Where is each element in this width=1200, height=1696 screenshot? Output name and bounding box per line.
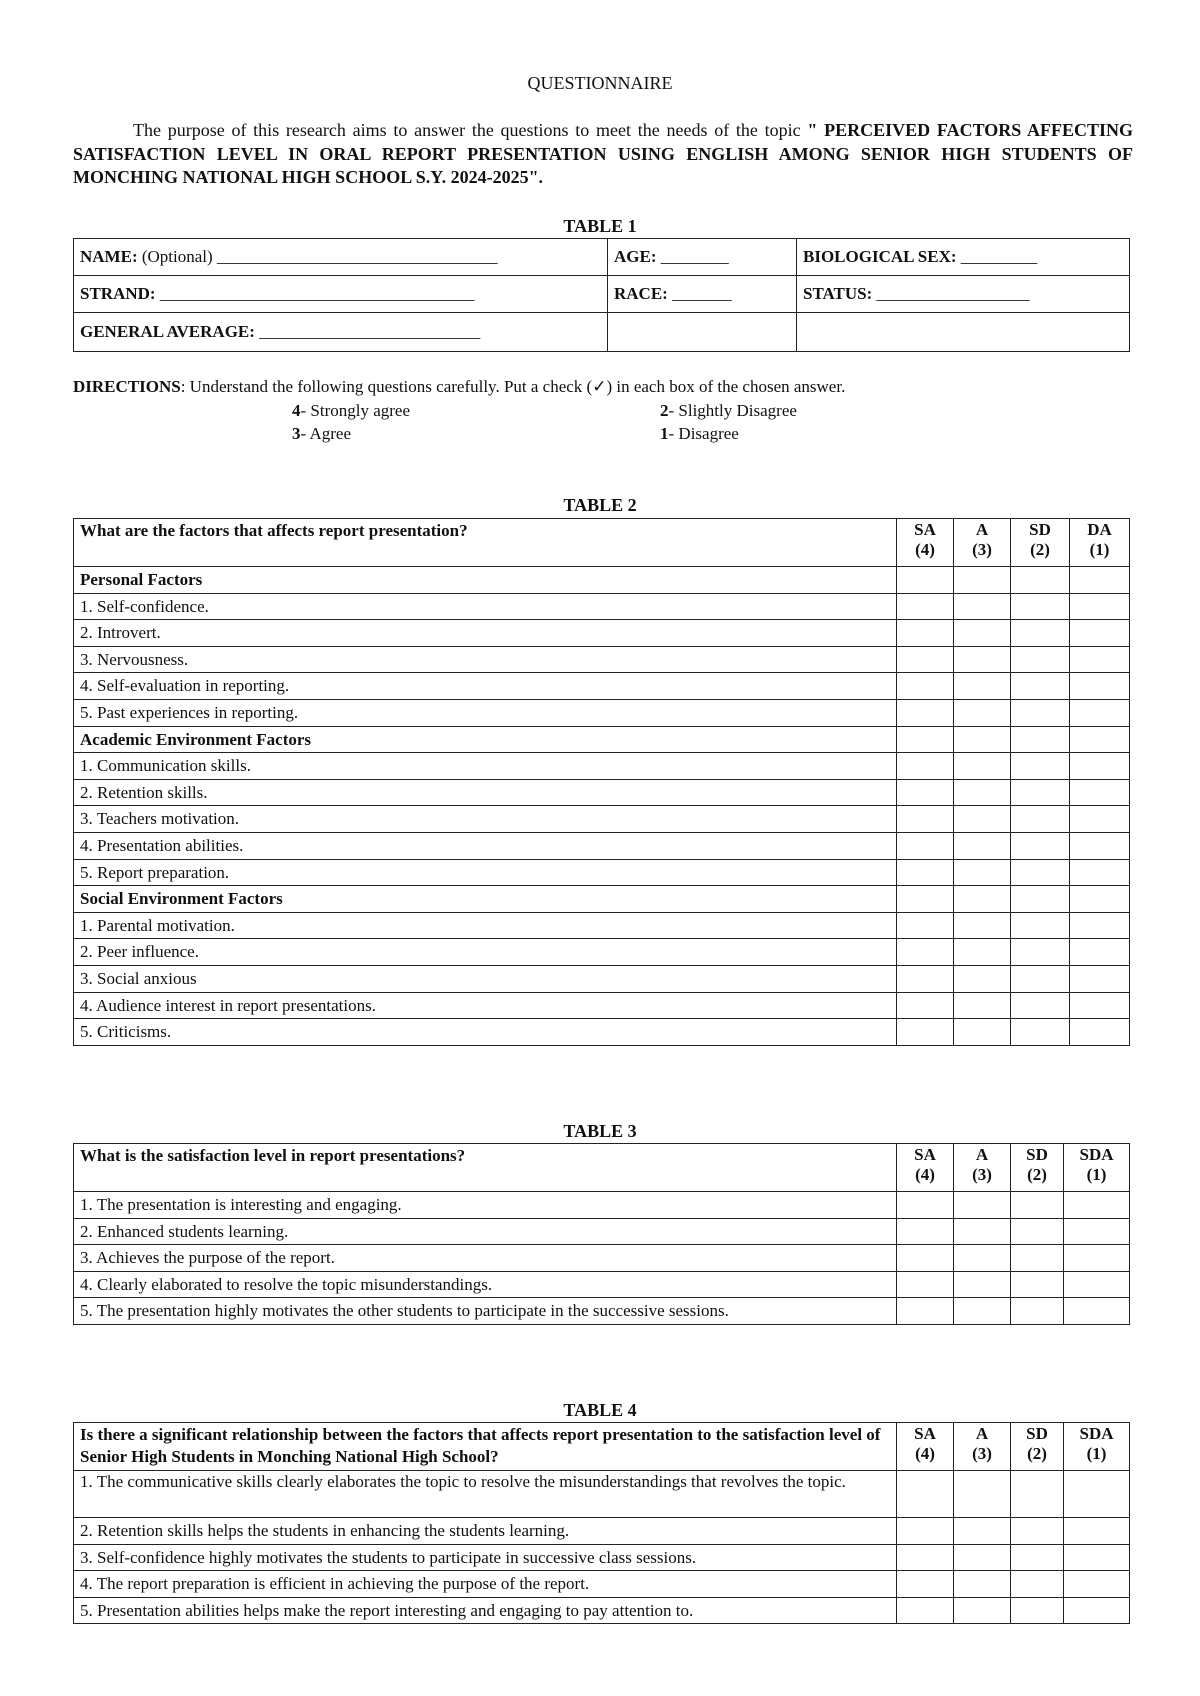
checkbox-cell[interactable]: [897, 992, 954, 1019]
checkbox-cell[interactable]: [897, 832, 954, 859]
column-sda: SDA (1): [1064, 1144, 1130, 1192]
checkbox-cell[interactable]: [1011, 673, 1070, 700]
checkbox-cell[interactable]: [954, 965, 1011, 992]
table-row: [74, 992, 1130, 1019]
checkbox-cell[interactable]: [897, 1298, 954, 1325]
checkbox-cell[interactable]: [1064, 1218, 1130, 1245]
checkbox-cell[interactable]: [954, 939, 1011, 966]
factors-table: [73, 518, 1130, 1046]
checkbox-cell[interactable]: [1011, 593, 1070, 620]
statement-text: 3. Social anxious: [74, 965, 897, 992]
statement-text: 1. Parental motivation.: [74, 912, 897, 939]
checkbox-cell[interactable]: [897, 965, 954, 992]
table-row: [74, 753, 1130, 780]
column-sa: SA (4): [897, 1423, 954, 1471]
statement-text: 3. Teachers motivation.: [74, 806, 897, 833]
checkbox-cell[interactable]: [954, 1544, 1011, 1571]
checkbox-cell[interactable]: [1070, 699, 1130, 726]
scale-agree: 3- Agree: [292, 424, 352, 443]
table-row: [74, 673, 1130, 700]
statement-text: 3. Achieves the purpose of the report.: [74, 1245, 897, 1272]
checkbox-cell[interactable]: [897, 1597, 954, 1624]
checkbox-cell[interactable]: [897, 1544, 954, 1571]
checkbox-cell[interactable]: [1070, 806, 1130, 833]
table-row: [74, 939, 1130, 966]
statement-text: 1. The communicative skills clearly elaborates the topic to resolve the misunderstandings that revolves the topic.: [74, 1471, 897, 1518]
checkbox-cell[interactable]: [954, 1271, 1011, 1298]
checkbox-cell[interactable]: [897, 1192, 954, 1219]
empty-cell: [1070, 567, 1130, 594]
checkbox-cell[interactable]: [897, 859, 954, 886]
table-row: [74, 1271, 1130, 1298]
checkbox-cell[interactable]: [954, 593, 1011, 620]
statement-text: 4. The report preparation is efficient in achieving the purpose of the report.: [74, 1571, 897, 1598]
checkbox-cell[interactable]: [954, 1571, 1011, 1598]
checkbox-cell[interactable]: [1070, 1019, 1130, 1046]
research-topic: " PERCEIVED FACTORS AFFECTING SATISFACTION LEVEL IN ORAL REPORT PRESENTATION USING ENGLISH AMONG SENIOR HIGH STUDENTS OF MONCHING NATIONAL HIGH SCHOOL S.Y. 2024-2025".: [73, 120, 1134, 187]
empty-cell: [954, 567, 1011, 594]
empty-cell: [1070, 886, 1130, 913]
checkbox-cell[interactable]: [1064, 1571, 1130, 1598]
checkbox-cell[interactable]: [1070, 859, 1130, 886]
table-row: [74, 699, 1130, 726]
checkbox-cell[interactable]: [1070, 965, 1130, 992]
purpose-intro: The purpose of this research aims to answer the questions to meet the needs of the topic: [133, 120, 801, 140]
table-row: [74, 1471, 1130, 1518]
section-title: Academic Environment Factors: [74, 726, 897, 753]
checkbox-cell[interactable]: [1011, 992, 1070, 1019]
section-title: Personal Factors: [74, 567, 897, 594]
table-row: [74, 593, 1130, 620]
factors-question: What are the factors that affects report presentation?: [74, 519, 897, 567]
age-field[interactable]: AGE: ________: [608, 239, 797, 276]
section-header-row: [74, 567, 1130, 594]
strand-field[interactable]: STRAND: _____________________________________: [74, 276, 608, 313]
empty-cell: [1070, 726, 1130, 753]
table-row: [74, 832, 1130, 859]
checkbox-cell[interactable]: [1064, 1471, 1130, 1518]
statement-text: 3. Self-confidence highly motivates the students to participate in successive class sessions.: [74, 1544, 897, 1571]
table-row: [74, 1518, 1130, 1545]
empty-cell: [897, 726, 954, 753]
table2-caption: TABLE 2: [563, 495, 637, 515]
checkbox-cell[interactable]: [954, 1192, 1011, 1219]
checkbox-cell[interactable]: [1011, 965, 1070, 992]
table4-caption: TABLE 4: [563, 1400, 637, 1420]
checkbox-cell[interactable]: [897, 779, 954, 806]
checkbox-cell[interactable]: [897, 753, 954, 780]
checkbox-cell[interactable]: [897, 1218, 954, 1245]
statement-text: 4. Presentation abilities.: [74, 832, 897, 859]
checkbox-cell[interactable]: [954, 1019, 1011, 1046]
checkbox-cell[interactable]: [954, 1245, 1011, 1272]
purpose-paragraph: [73, 119, 1133, 190]
statement-text: 2. Enhanced students learning.: [74, 1218, 897, 1245]
checkbox-cell[interactable]: [1011, 1571, 1064, 1598]
checkbox-cell[interactable]: [1011, 699, 1070, 726]
checkbox-cell[interactable]: [1070, 939, 1130, 966]
satisfaction-table: [73, 1143, 1130, 1325]
checkbox-cell[interactable]: [954, 806, 1011, 833]
checkbox-cell[interactable]: [1070, 832, 1130, 859]
statement-text: 4. Audience interest in report presentations.: [74, 992, 897, 1019]
empty-cell: [954, 886, 1011, 913]
table3-caption: TABLE 3: [563, 1121, 637, 1141]
empty-cell: [1011, 726, 1070, 753]
checkbox-cell[interactable]: [1064, 1544, 1130, 1571]
column-sa: SA (4): [897, 519, 954, 567]
statement-text: 1. The presentation is interesting and engaging.: [74, 1192, 897, 1219]
table-row: [74, 646, 1130, 673]
checkbox-cell[interactable]: [954, 1298, 1011, 1325]
checkbox-cell[interactable]: [954, 992, 1011, 1019]
checkbox-cell[interactable]: [897, 673, 954, 700]
checkbox-cell[interactable]: [897, 1271, 954, 1298]
empty-cell: [954, 726, 1011, 753]
checkbox-cell[interactable]: [1011, 1192, 1064, 1219]
checkbox-cell[interactable]: [954, 646, 1011, 673]
checkbox-cell[interactable]: [1064, 1518, 1130, 1545]
name-field[interactable]: NAME: (Optional) _________________________________: [74, 239, 608, 276]
table-row: [74, 965, 1130, 992]
checkbox-cell[interactable]: [954, 1518, 1011, 1545]
checkbox-cell[interactable]: [1070, 912, 1130, 939]
checkbox-cell[interactable]: [954, 859, 1011, 886]
checkbox-cell[interactable]: [897, 593, 954, 620]
statement-text: 4. Clearly elaborated to resolve the topic misunderstandings.: [74, 1271, 897, 1298]
checkbox-cell[interactable]: [1070, 992, 1130, 1019]
checkbox-cell[interactable]: [897, 1571, 954, 1598]
statement-text: 2. Peer influence.: [74, 939, 897, 966]
checkbox-cell[interactable]: [897, 1471, 954, 1518]
relationship-table: [73, 1422, 1130, 1624]
column-sa: SA (4): [897, 1144, 954, 1192]
checkbox-cell[interactable]: [1011, 859, 1070, 886]
checkbox-cell[interactable]: [1011, 1245, 1064, 1272]
statement-text: 4. Self-evaluation in reporting.: [74, 673, 897, 700]
checkbox-cell[interactable]: [954, 1218, 1011, 1245]
empty-cell: [1011, 886, 1070, 913]
checkbox-cell[interactable]: [897, 699, 954, 726]
checkbox-cell[interactable]: [1070, 673, 1130, 700]
general-average-field[interactable]: GENERAL AVERAGE: __________________________: [74, 313, 608, 352]
table-row: [74, 779, 1130, 806]
relationship-question: Is there a significant relationship between the factors that affects report presentation to the satisfaction level of Senior High Students in Monching National High School?: [74, 1423, 897, 1471]
checkbox-cell[interactable]: [1064, 1597, 1130, 1624]
checkbox-cell[interactable]: [1011, 779, 1070, 806]
checkbox-cell[interactable]: [1011, 806, 1070, 833]
checkbox-cell[interactable]: [1011, 1218, 1064, 1245]
table1-caption: TABLE 1: [563, 216, 637, 236]
checkbox-cell[interactable]: [897, 1019, 954, 1046]
checkbox-cell[interactable]: [1011, 1298, 1064, 1325]
empty-cell: [897, 567, 954, 594]
checkbox-cell[interactable]: [1011, 1518, 1064, 1545]
checkbox-cell[interactable]: [897, 806, 954, 833]
statement-text: 2. Introvert.: [74, 620, 897, 647]
satisfaction-question: What is the satisfaction level in report presentations?: [74, 1144, 897, 1192]
empty-cell: [897, 886, 954, 913]
checkbox-cell[interactable]: [1064, 1271, 1130, 1298]
checkbox-cell[interactable]: [1070, 593, 1130, 620]
scale-strongly-agree: 4- Strongly agree: [292, 401, 411, 420]
checkbox-cell[interactable]: [1011, 1019, 1070, 1046]
statement-text: 3. Nervousness.: [74, 646, 897, 673]
checkbox-cell[interactable]: [954, 699, 1011, 726]
statement-text: 5. The presentation highly motivates the other students to participate in the successive sessions.: [74, 1298, 897, 1325]
checkbox-cell[interactable]: [1011, 1471, 1064, 1518]
section-header-row: [74, 726, 1130, 753]
checkbox-cell[interactable]: [954, 912, 1011, 939]
table-row: [74, 1544, 1130, 1571]
column-sd: SD (2): [1011, 519, 1070, 567]
checkbox-cell[interactable]: [954, 1597, 1011, 1624]
checkbox-cell[interactable]: [954, 753, 1011, 780]
checkbox-cell[interactable]: [1064, 1245, 1130, 1272]
statement-text: 1. Communication skills.: [74, 753, 897, 780]
checkbox-cell[interactable]: [1064, 1192, 1130, 1219]
empty-cell: [797, 313, 1130, 352]
table-row: [74, 859, 1130, 886]
section-title: Social Environment Factors: [74, 886, 897, 913]
column-a: A (3): [954, 1423, 1011, 1471]
checkbox-cell[interactable]: [954, 673, 1011, 700]
checkbox-cell[interactable]: [1011, 753, 1070, 780]
scale-slightly-disagree: 2- Slightly Disagree: [660, 401, 797, 420]
section-header-row: [74, 886, 1130, 913]
statement-text: 5. Past experiences in reporting.: [74, 699, 897, 726]
statement-text: 2. Retention skills helps the students in enhancing the students learning.: [74, 1518, 897, 1545]
checkbox-cell[interactable]: [1070, 779, 1130, 806]
checkbox-cell[interactable]: [897, 646, 954, 673]
status-field[interactable]: STATUS: __________________: [797, 276, 1130, 313]
checkbox-cell[interactable]: [897, 1518, 954, 1545]
checkbox-cell[interactable]: [1064, 1298, 1130, 1325]
sex-field[interactable]: BIOLOGICAL SEX: _________: [797, 239, 1130, 276]
checkbox-cell[interactable]: [897, 620, 954, 647]
checkbox-cell[interactable]: [1070, 620, 1130, 647]
table-row: [74, 1597, 1130, 1624]
table-row: [74, 1245, 1130, 1272]
demographics-table: [73, 238, 1130, 352]
checkbox-cell[interactable]: [1011, 832, 1070, 859]
statement-text: 5. Criticisms.: [74, 1019, 897, 1046]
empty-cell: [608, 313, 797, 352]
table-row: [74, 1571, 1130, 1598]
column-sd: SD (2): [1011, 1423, 1064, 1471]
statement-text: 2. Retention skills.: [74, 779, 897, 806]
table-row: [74, 1218, 1130, 1245]
column-sd: SD (2): [1011, 1144, 1064, 1192]
column-a: A (3): [954, 1144, 1011, 1192]
empty-cell: [1011, 567, 1070, 594]
checkbox-cell[interactable]: [954, 779, 1011, 806]
table-row: [74, 1192, 1130, 1219]
checkbox-cell[interactable]: [897, 939, 954, 966]
checkbox-cell[interactable]: [897, 912, 954, 939]
checkbox-cell[interactable]: [1011, 939, 1070, 966]
checkbox-cell[interactable]: [897, 1245, 954, 1272]
statement-text: 5. Presentation abilities helps make the report interesting and engaging to pay attention to.: [74, 1597, 897, 1624]
column-sda: SDA (1): [1064, 1423, 1130, 1471]
checkbox-cell[interactable]: [1011, 1597, 1064, 1624]
table-row: [74, 620, 1130, 647]
statement-text: 1. Self-confidence.: [74, 593, 897, 620]
table-row: [74, 806, 1130, 833]
checkbox-cell[interactable]: [1070, 646, 1130, 673]
table-row: [74, 1019, 1130, 1046]
checkbox-cell[interactable]: [954, 832, 1011, 859]
directions: DIRECTIONS: Understand the following questions carefully. Put a check (✓) in each box of the chosen answer.: [73, 377, 846, 396]
checkbox-cell[interactable]: [1011, 912, 1070, 939]
checkbox-cell[interactable]: [1011, 1271, 1064, 1298]
checkbox-cell[interactable]: [954, 1471, 1011, 1518]
column-da: DA (1): [1070, 519, 1130, 567]
checkbox-cell[interactable]: [954, 620, 1011, 647]
scale-disagree: 1- Disagree: [660, 424, 739, 443]
table-row: [74, 912, 1130, 939]
checkbox-cell[interactable]: [1011, 1544, 1064, 1571]
race-field[interactable]: RACE: _______: [608, 276, 797, 313]
statement-text: 5. Report preparation.: [74, 859, 897, 886]
table-row: [74, 1298, 1130, 1325]
checkbox-cell[interactable]: [1070, 753, 1130, 780]
checkbox-cell[interactable]: [1011, 620, 1070, 647]
column-a: A (3): [954, 519, 1011, 567]
document-title: QUESTIONNAIRE: [527, 73, 673, 93]
checkbox-cell[interactable]: [1011, 646, 1070, 673]
